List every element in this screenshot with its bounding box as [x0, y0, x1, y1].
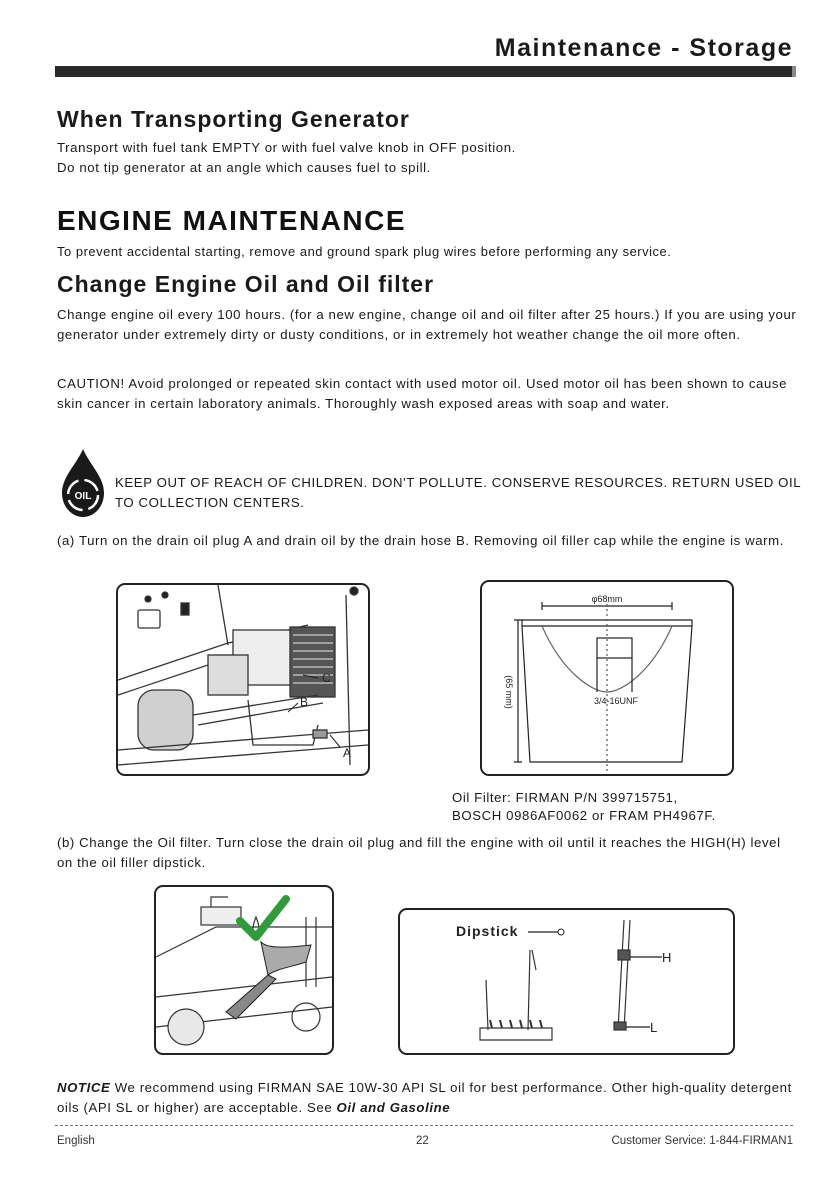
transport-line-1: Transport with fuel tank EMPTY or with fuel valve knob in OFF position. [57, 140, 516, 155]
filter-caption-line-1: Oil Filter: FIRMAN P/N 399715751, [452, 790, 678, 805]
oil-gasoline-link[interactable]: Oil and Gasoline [336, 1100, 451, 1115]
page-header-title: Maintenance - Storage [494, 34, 793, 62]
engine-intro: To prevent accidental starting, remove and ground spark plug wires before performing any service. [57, 244, 672, 259]
notice [57, 1078, 797, 1118]
step-b-text: (b) Change the Oil filter. Turn close the drain oil plug and fill the engine with oil until it reaches the HIGH(H) level on the oil filler dipstick. [57, 835, 781, 870]
footer-customer-service: Customer Service: 1-844-FIRMAN1 [611, 1135, 793, 1147]
oil-fill-figure [154, 885, 334, 1055]
header-rule-cap [792, 66, 796, 77]
engine-maintenance-heading: ENGINE MAINTENANCE [57, 205, 407, 236]
oil-change-intro: Change engine oil every 100 hours. (for a new engine, change oil and oil filter after 25 hours.) If you are using your generator under extremely dirty or dusty conditions, or in extremely hot weather change the oil more often. [57, 307, 797, 342]
filter-height: (65 mm) [504, 675, 514, 709]
dipstick-low-label: L [650, 1020, 658, 1035]
header-rule [55, 66, 793, 77]
notice-text: We recommend using FIRMAN SAE 10W-30 API SL oil for best performance. Other high-quality detergent oils (API SL or higher) are acceptable. See [57, 1080, 792, 1115]
footer-divider [55, 1125, 793, 1126]
caution-text: CAUTION! Avoid prolonged or repeated skin contact with used motor oil. Used motor oil has been shown to cause skin cancer in certain laboratory animals. Thoroughly wash exposed areas with soap and water. [57, 376, 788, 411]
transport-heading: When Transporting Generator [57, 106, 410, 132]
oil-change-heading: Change Engine Oil and Oil filter [57, 271, 435, 297]
dipstick-figure [398, 908, 735, 1055]
label-a: A [343, 746, 352, 760]
transport-line-2: Do not tip generator at an angle which causes fuel to spill. [57, 160, 431, 175]
dipstick-label: Dipstick [456, 923, 519, 939]
engine-drain-figure [116, 583, 370, 776]
footer-page-number: 22 [416, 1135, 429, 1147]
oil-recycle-icon [58, 447, 108, 519]
filter-diameter: φ68mm [591, 594, 623, 604]
label-b: B [300, 695, 309, 709]
filter-caption-line-2: BOSCH 0986AF0062 or FRAM PH4967F. [452, 808, 716, 823]
recycle-warning-text: KEEP OUT OF REACH OF CHILDREN. DON'T POLLUTE. CONSERVE RESOURCES. RETURN USED OIL TO COLLECTION CENTERS. [115, 475, 801, 510]
oil-icon-label: OIL [74, 491, 92, 502]
footer-language: English [57, 1135, 95, 1147]
notice-label: NOTICE [57, 1080, 111, 1095]
dipstick-high-label: H [662, 950, 672, 965]
filter-thread: 3/4-16UNF [593, 696, 639, 706]
label-c: C [322, 671, 331, 685]
step-a-text: (a) Turn on the drain oil plug A and drain oil by the drain hose B. Removing oil filler cap while the engine is warm. [57, 533, 785, 548]
oil-filter-figure [480, 580, 734, 776]
